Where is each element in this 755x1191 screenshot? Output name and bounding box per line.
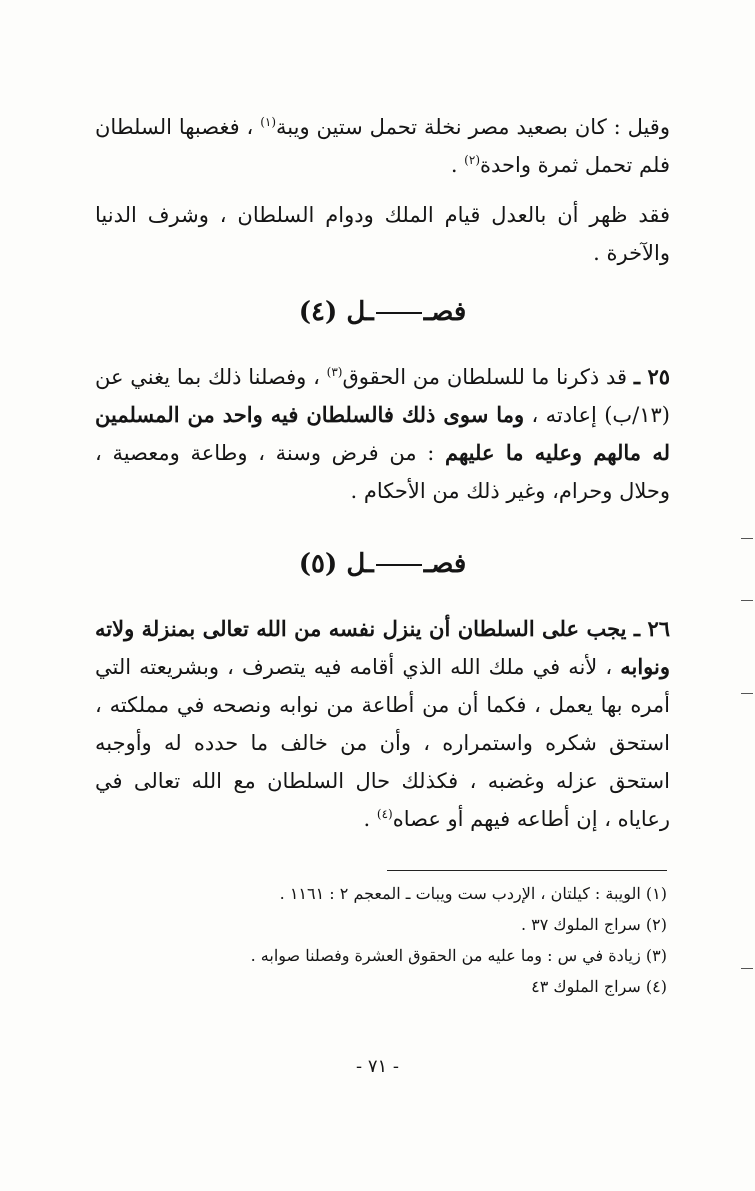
paragraph-25 [95, 358, 670, 510]
text-run: ، لأنه في ملك الله الذي أقامه فيه يتصرف ، وبشريعته التي أمره بها يعمل ، فكما أن من أطاعة من نوابه ونصحه في مملكته ، استحق شكره واستمراره ، وأن من خالف ما حدده له وأوجبه استحق عزله وغضبه ، فكذلك حال السلطان مع الله تعالى في رعاياه ، إن أطاعه فيهم أو عصاه [95, 655, 670, 831]
footnote-3: (٣) زيادة في س : وما عليه من الحقوق العشرة وفصلنا صوابه . [250, 946, 667, 965]
paragraph-palm [95, 108, 670, 184]
scan-edge-mark [741, 968, 753, 969]
footnote-separator [387, 870, 667, 871]
section-heading-4 [95, 292, 670, 332]
heading-word-end: ـل [346, 549, 374, 579]
paragraph-number: ٢٥ ـ [633, 364, 670, 389]
text-run: قد ذكرنا ما للسلطان من الحقوق [342, 365, 634, 389]
bold-text: وما سوى ذلك فالسلطان فيه واحد من المسلمين له مالهم وعليه ما عليهم [95, 402, 670, 465]
paragraph-justice: فقد ظهر أن بالعدل قيام الملك ودوام السلطان ، وشرف الدنيا والآخرة . [95, 203, 670, 265]
paragraph-26 [95, 610, 670, 838]
text-run: . [363, 807, 377, 831]
footnote-ref-3: (٣) [326, 365, 343, 379]
page-number: - ٧١ - [356, 1056, 399, 1077]
footnote-ref-4: (٤) [376, 807, 393, 821]
kashida-line [376, 312, 422, 314]
text-run: وقيل : كان بصعيد مصر نخلة تحمل ستين ويبة [276, 115, 670, 139]
footnote-1: (١) الويبة : كيلتان ، الإردب ست ويبات ـ المعجم ٢ : ١١٦١ . [279, 884, 667, 903]
scan-edge-mark [741, 538, 753, 539]
footnote-ref-2: (٢) [464, 153, 480, 167]
footnote-4: (٤) سراج الملوك ٤٣ [531, 977, 667, 996]
page-body [95, 108, 670, 850]
heading-word-start: فصـ [423, 549, 467, 579]
bold-text: يجب على السلطان أن ينزل نفسه من الله تعالى بمنزلة ولاته ونوابه [95, 616, 670, 679]
heading-number: (٤) [298, 297, 338, 327]
text-run: ، فغصبها السلطان فلم تحمل ثمرة واحدة [95, 115, 670, 177]
section-heading-5 [95, 544, 670, 584]
footnote-ref-1: (١) [260, 115, 277, 129]
footnote-2: (٢) سراج الملوك ٣٧ . [520, 915, 667, 934]
heading-word-start: فصـ [423, 297, 467, 327]
heading-number: (٥) [298, 549, 338, 579]
heading-word-end: ـل [346, 297, 374, 327]
footnotes [187, 878, 667, 1002]
text-run: : من فرض وسنة ، وطاعة ومعصية ، وحلال وحرام، وغير ذلك من الأحكام . [95, 441, 670, 503]
scan-edge-mark [741, 600, 753, 601]
scan-edge-mark [741, 693, 753, 694]
text-run: ، وفصلنا ذلك بما يغني عن (١٣/ب) إعادته ، [95, 365, 670, 427]
paragraph-number: ٢٦ ـ [633, 616, 670, 641]
kashida-line [376, 564, 422, 566]
text-run: . [450, 153, 465, 177]
